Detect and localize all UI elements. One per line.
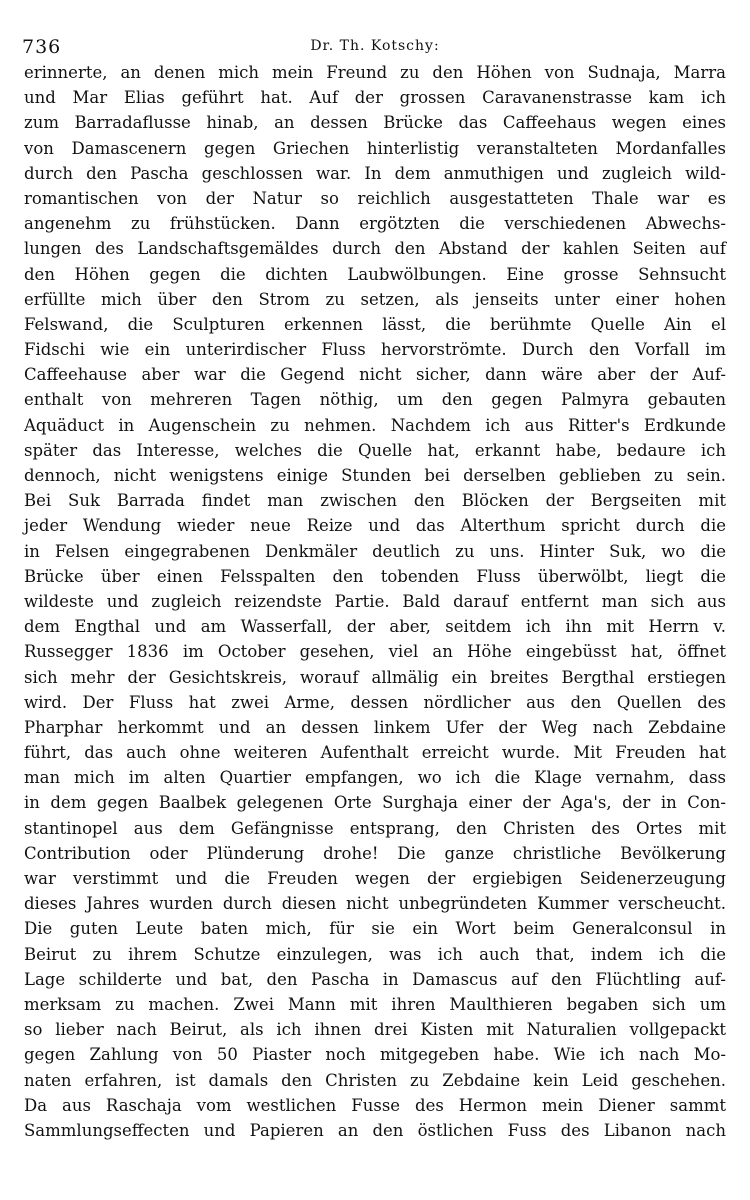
text-line: man mich im alten Quartier empfangen, wo ich die Klage vernahm, dass (24, 768, 726, 788)
text-line: romantischen von der Natur so reichlich ausgestatteten Thale war es (24, 188, 726, 208)
text-line: Brücke über einen Felsspalten den tobenden Fluss überwölbt, liegt die (24, 566, 726, 586)
text-line: und Mar Elias geführt hat. Auf der grossen Caravanenstrasse kam ich (24, 88, 726, 108)
text-line: Bei Suk Barrada findet man zwischen den Blöcken der Bergseiten mit (24, 491, 726, 511)
text-line: lungen des Landschaftsgemäldes durch den Abstand der kahlen Seiten auf (24, 239, 726, 259)
text-line: so lieber nach Beirut, als ich ihnen drei Kisten mit Naturalien vollgepackt (24, 1020, 726, 1040)
text-line: gegen Zahlung von 50 Piaster noch mitgegeben habe. Wie ich nach Mo- (24, 1045, 726, 1065)
text-line: führt, das auch ohne weiteren Aufenthalt erreicht wurde. Mit Freuden hat (24, 743, 726, 763)
text-line: jeder Wendung wieder neue Reize und das Alterthum spricht durch die (24, 516, 726, 536)
page-number: 736 (22, 36, 62, 58)
text-line: merksam zu machen. Zwei Mann mit ihren Maulthieren begaben sich um (24, 994, 726, 1014)
text-line: den Höhen gegen die dichten Laubwölbungen. Eine grosse Sehnsucht (24, 264, 726, 284)
text-line: Fidschi wie ein unterirdischer Fluss hervorströmte. Durch den Vorfall im (24, 340, 726, 360)
text-line: Beirut zu ihrem Schutze einzulegen, was ich auch that, indem ich die (24, 944, 726, 964)
text-line: Da aus Raschaja vom westlichen Fusse des Hermon mein Diener sammt (24, 1095, 726, 1115)
text-line: Russegger 1836 im October gesehen, viel an Höhe eingebüsst hat, öffnet (24, 642, 726, 662)
text-line: in Felsen eingegrabenen Denkmäler deutlich zu uns. Hinter Suk, wo die (24, 541, 726, 561)
text-line: zum Barradaflusse hinab, an dessen Brücke das Caffeehaus wegen eines (24, 113, 726, 133)
text-line: durch den Pascha geschlossen war. In dem anmuthigen und zugleich wild- (24, 163, 726, 183)
running-head: Dr. Th. Kotschy: (310, 38, 440, 54)
text-line: stantinopel aus dem Gefängnisse entsprang, den Christen des Ortes mit (24, 818, 726, 838)
text-line: erfüllte mich über den Strom zu setzen, als jenseits unter einer hohen (24, 289, 726, 309)
text-line: Felswand, die Sculpturen erkennen lässt, die berühmte Quelle Ain el (24, 314, 726, 334)
text-line: enthalt von mehreren Tagen nöthig, um den gegen Palmyra gebauten (24, 390, 726, 410)
text-line: später das Interesse, welches die Quelle hat, erkannt habe, bedaure ich (24, 440, 726, 460)
text-line: Pharphar herkommt und an dessen linkem Ufer der Weg nach Zebdaine (24, 717, 726, 737)
text-line: wird. Der Fluss hat zwei Arme, dessen nördlicher aus den Quellen des (24, 692, 726, 712)
text-line: dem Engthal und am Wasserfall, der aber, seitdem ich ihn mit Herrn v. (24, 617, 726, 637)
text-line: erinnerte, an denen mich mein Freund zu den Höhen von Sudnaja, Marra (24, 63, 726, 82)
text-line: wildeste und zugleich reizendste Partie. Bald darauf entfernt man sich aus (24, 591, 726, 611)
text-line: naten erfahren, ist damals den Christen zu Zebdaine kein Leid geschehen. (24, 1070, 726, 1090)
text-line: dieses Jahres wurden durch diesen nicht unbegründeten Kummer verscheucht. (24, 894, 726, 914)
text-line: Die guten Leute baten mich, für sie ein Wort beim Generalconsul in (24, 919, 726, 939)
text-line: dennoch, nicht wenigstens einige Stunden bei derselben geblieben zu sein. (24, 466, 726, 485)
text-line: Lage schilderte und bat, den Pascha in Damascus auf den Flüchtling auf- (24, 969, 726, 989)
text-line: war verstimmt und die Freuden wegen der ergiebigen Seidenerzeugung (24, 869, 726, 888)
text-line: Sammlungseffecten und Papieren an den östlichen Fuss des Libanon nach (24, 1120, 726, 1140)
text-line: in dem gegen Baalbek gelegenen Orte Surghaja einer der Aga's, der in Con- (24, 793, 726, 813)
text-line: Contribution oder Plünderung drohe! Die ganze christliche Bevölkerung (24, 843, 726, 863)
text-line: Caffeehause aber war die Gegend nicht sicher, dann wäre aber der Auf- (24, 365, 726, 385)
body-text (24, 60, 726, 1143)
text-line: angenehm zu frühstücken. Dann ergötzten die verschiedenen Abwechs- (24, 214, 726, 234)
text-line: von Damascenern gegen Griechen hinterlistig veranstalteten Mordanfalles (24, 138, 726, 158)
text-line: sich mehr der Gesichtskreis, worauf allmälig ein breites Bergthal erstiegen (24, 667, 726, 687)
text-line: Aquäduct in Augenschein zu nehmen. Nachdem ich aus Ritter's Erdkunde (24, 415, 726, 435)
